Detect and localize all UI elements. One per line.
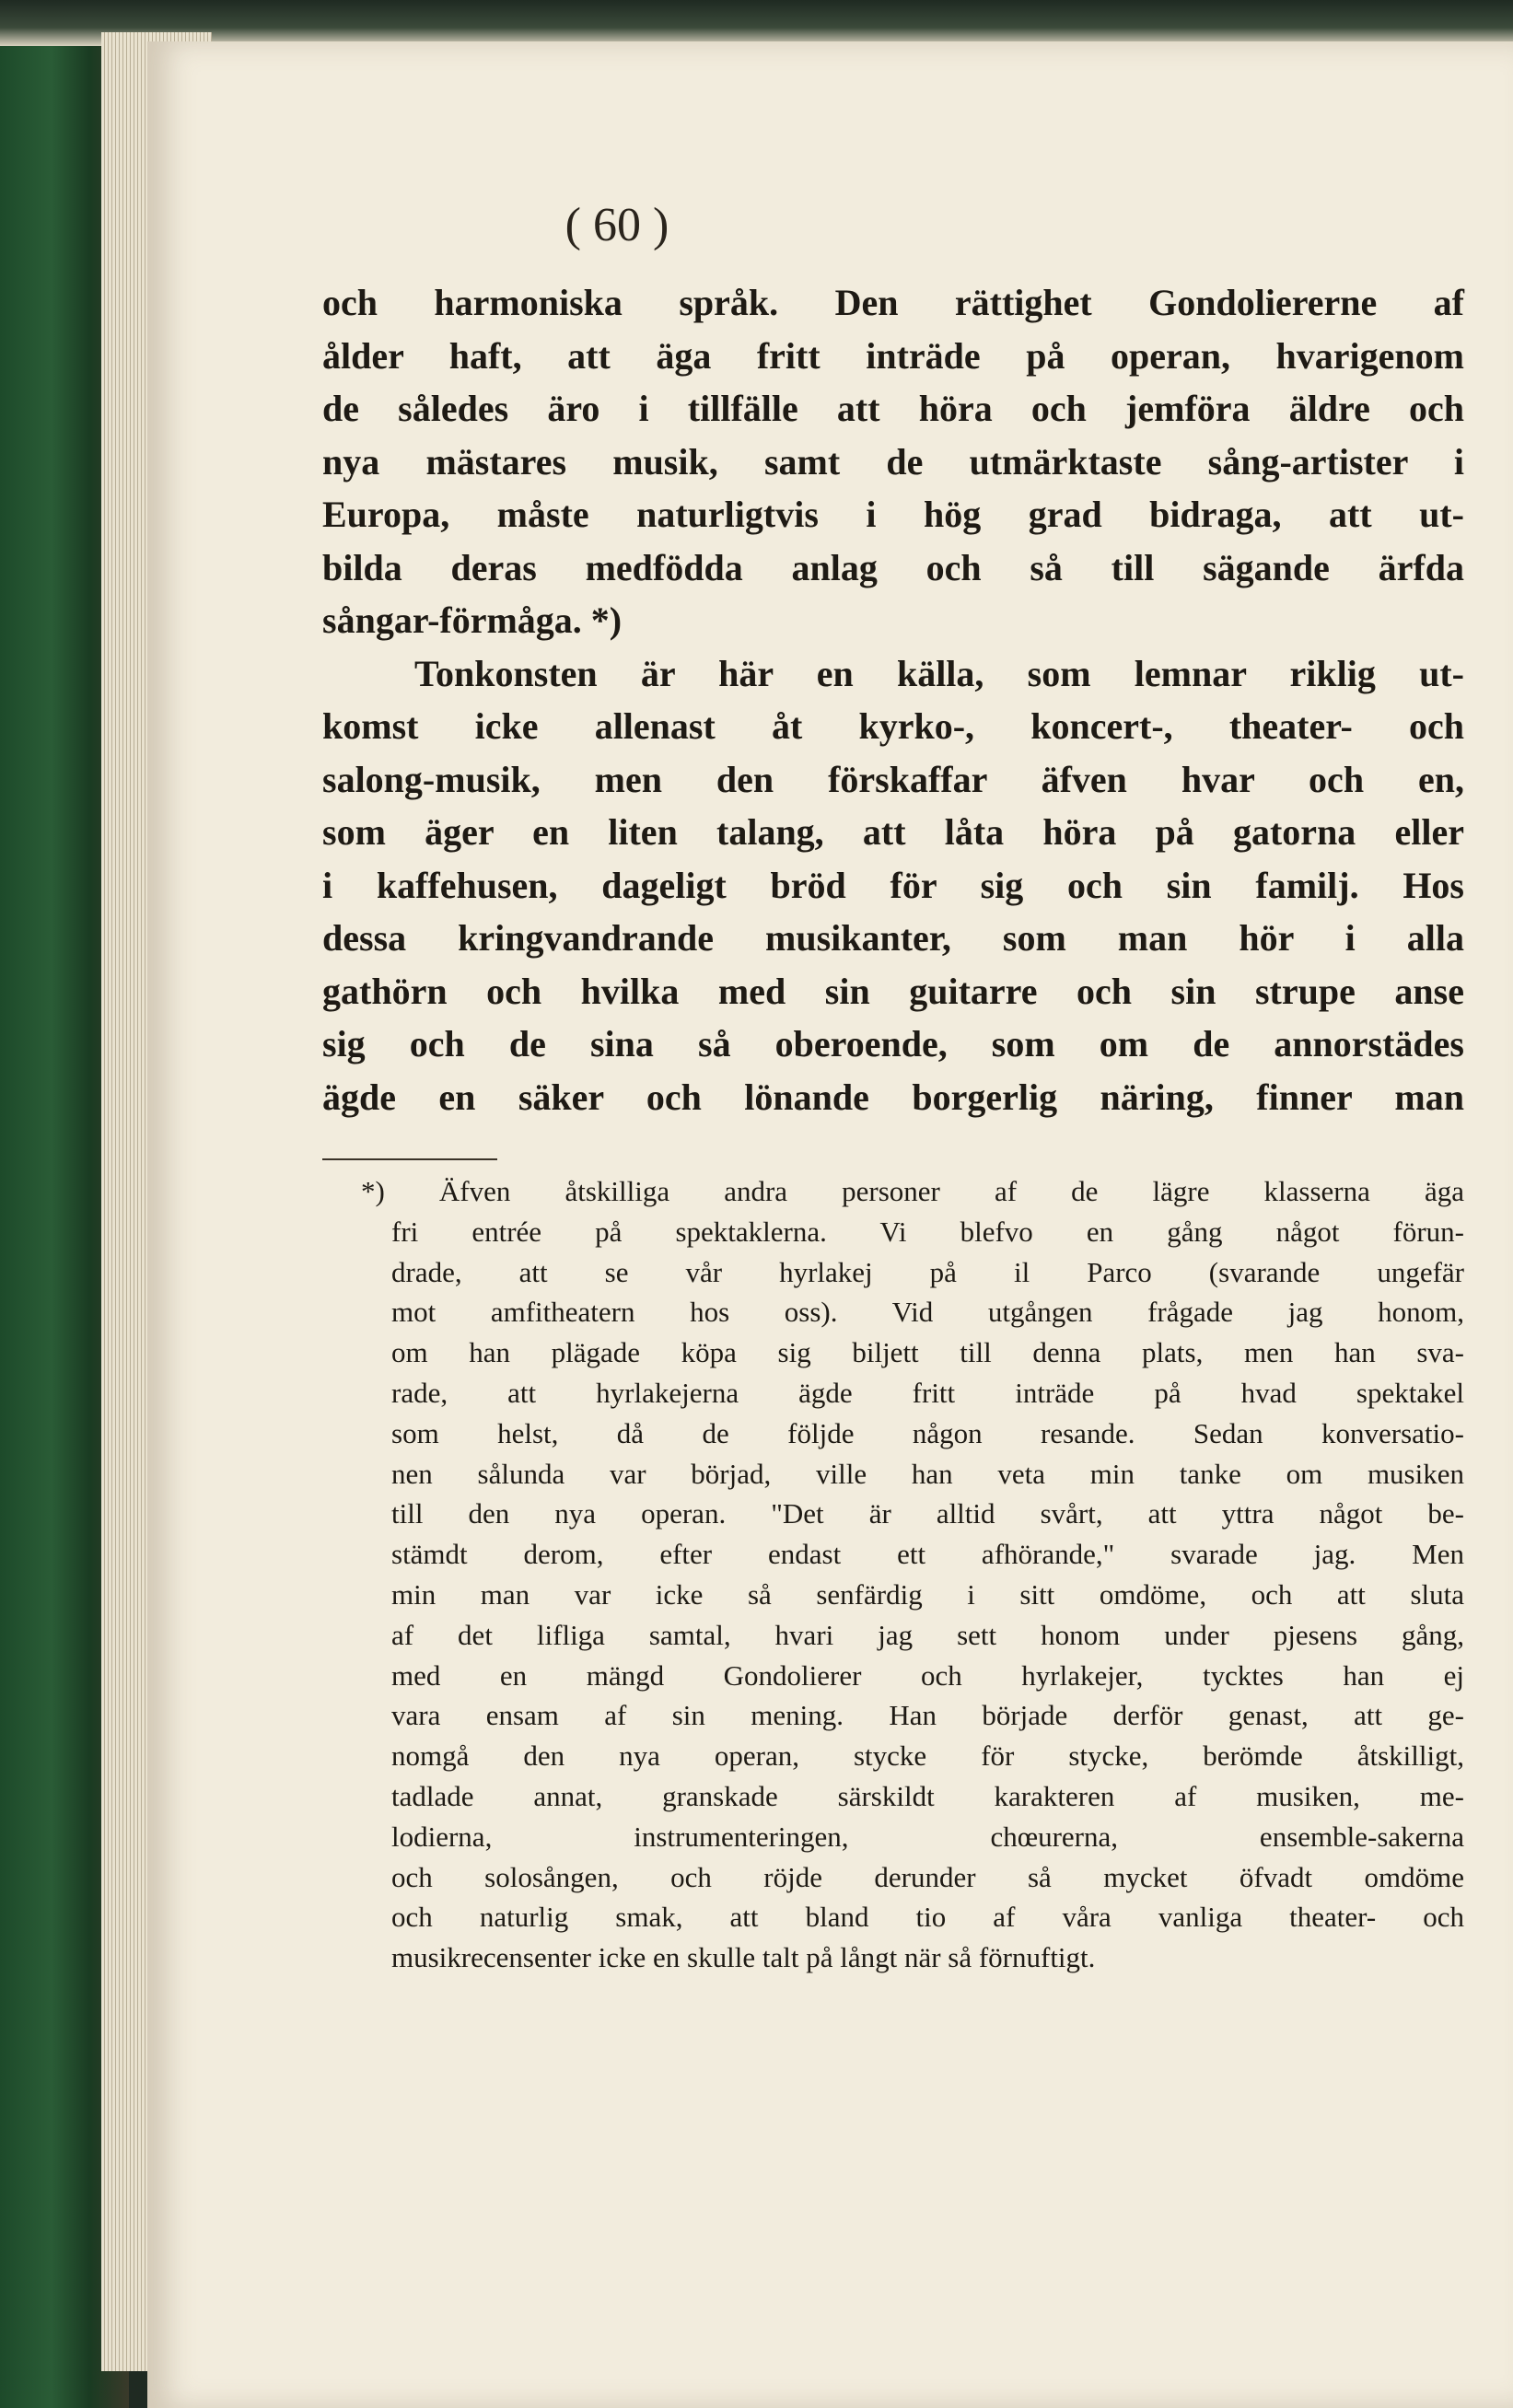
footnote-line: *) Äfven åtskilliga andra personer af de lägre klasserna äga — [361, 1175, 1464, 1207]
text-line: i kaffehusen, dageligt bröd för sig och sin familj. Hos — [322, 864, 1464, 906]
text-line: de således äro i tillfälle att höra och jemföra äldre och — [322, 388, 1464, 429]
footnote-line: till den nya operan. "Det är alltid svårt, att yttra något be- — [391, 1497, 1464, 1530]
text-line: sig och de sina så oberoende, som om de annorstädes — [322, 1023, 1464, 1064]
text-line: salong-musik, men den förskaffar äfven hvar och en, — [322, 758, 1464, 800]
footnote-line: af det lifliga samtal, hvari jag sett honom under pjesens gång, — [391, 1618, 1464, 1651]
footnote-line: drade, att se vår hyrlakej på il Parco (svarande ungefär — [391, 1255, 1464, 1288]
text-line: dessa kringvandrande musikanter, som man hör i alla — [322, 917, 1464, 959]
text-line: komst icke allenast åt kyrko-, koncert-, theater- och — [322, 705, 1464, 747]
footnote-line: som helst, då de följde någon resande. Sedan konversatio- — [391, 1416, 1464, 1449]
footnote-line: stämdt derom, efter endast ett afhörande," svarade jag. Men — [391, 1538, 1464, 1571]
text-line: nya mästares musik, samt de utmärktaste sång-artister i — [322, 440, 1464, 483]
footnote-line: musikrecensenter icke en skulle talt på långt när så förnuftigt. — [391, 1941, 1096, 1974]
text-line: gathörn och hvilka med sin guitarre och sin strupe anse — [322, 970, 1464, 1012]
footnote-line: och solosången, och röjde derunder så mycket öfvadt omdöme — [391, 1860, 1464, 1893]
page-number: ( 60 ) — [564, 199, 669, 251]
footnote-line: lodierna, instrumenteringen, chœurerna, ensemble-sakerna — [391, 1820, 1464, 1853]
text-line: Europa, måste naturligtvis i hög grad bidraga, att ut- — [322, 494, 1464, 535]
footnote-divider — [322, 1158, 497, 1160]
footnote-line: om han plägade köpa sig biljett till denna plats, men han sva- — [391, 1336, 1464, 1369]
footnote-line: min man var icke så senfärdig i sitt omdöme, och att sluta — [391, 1577, 1464, 1611]
book-top-edge — [0, 0, 1513, 46]
footnote-line: rade, att hyrlakejerna ägde fritt inträde på hvad spektakel — [391, 1376, 1464, 1409]
footnote-line: tadlade annat, granskade särskildt karakteren af musiken, me- — [391, 1779, 1464, 1812]
text-line: som äger en liten talang, att låta höra på gatorna eller — [322, 811, 1464, 853]
text-line: och harmoniska språk. Den rättighet Gondoliererne af — [322, 282, 1464, 323]
text-line: bilda deras medfödda anlag och så till sägande ärfda — [322, 546, 1464, 588]
footnote-line: och naturlig smak, att bland tio af våra vanliga theater- och — [391, 1901, 1464, 1934]
footnote — [322, 1171, 1464, 1978]
text-line: Tonkonsten är här en källa, som lemnar riklig ut- — [414, 652, 1464, 694]
footnote-line: med en mängd Gondolierer och hyrlakejer, tycktes han ej — [391, 1658, 1464, 1692]
footnote-line: nomgå den nya operan, stycke för stycke, berömde åtskilligt, — [391, 1739, 1464, 1773]
footnote-line: mot amfitheatern hos oss). Vid utgången frågade jag honom, — [391, 1296, 1464, 1329]
main-text — [322, 276, 1464, 1978]
footnote-line: vara ensam af sin mening. Han började derför genast, att ge- — [391, 1699, 1464, 1732]
text-line: sångar-förmåga. *) — [322, 599, 623, 641]
footnote-line: nen sålunda var börjad, ville han veta min tanke om musiken — [391, 1457, 1464, 1490]
text-line: ägde en säker och lönande borgerlig näring, finner man — [322, 1076, 1464, 1118]
footnote-line: fri entrée på spektaklerna. Vi blefvo en gång något förun- — [391, 1215, 1464, 1248]
text-line: ålder haft, att äga fritt inträde på operan, hvarigenom — [322, 334, 1464, 377]
